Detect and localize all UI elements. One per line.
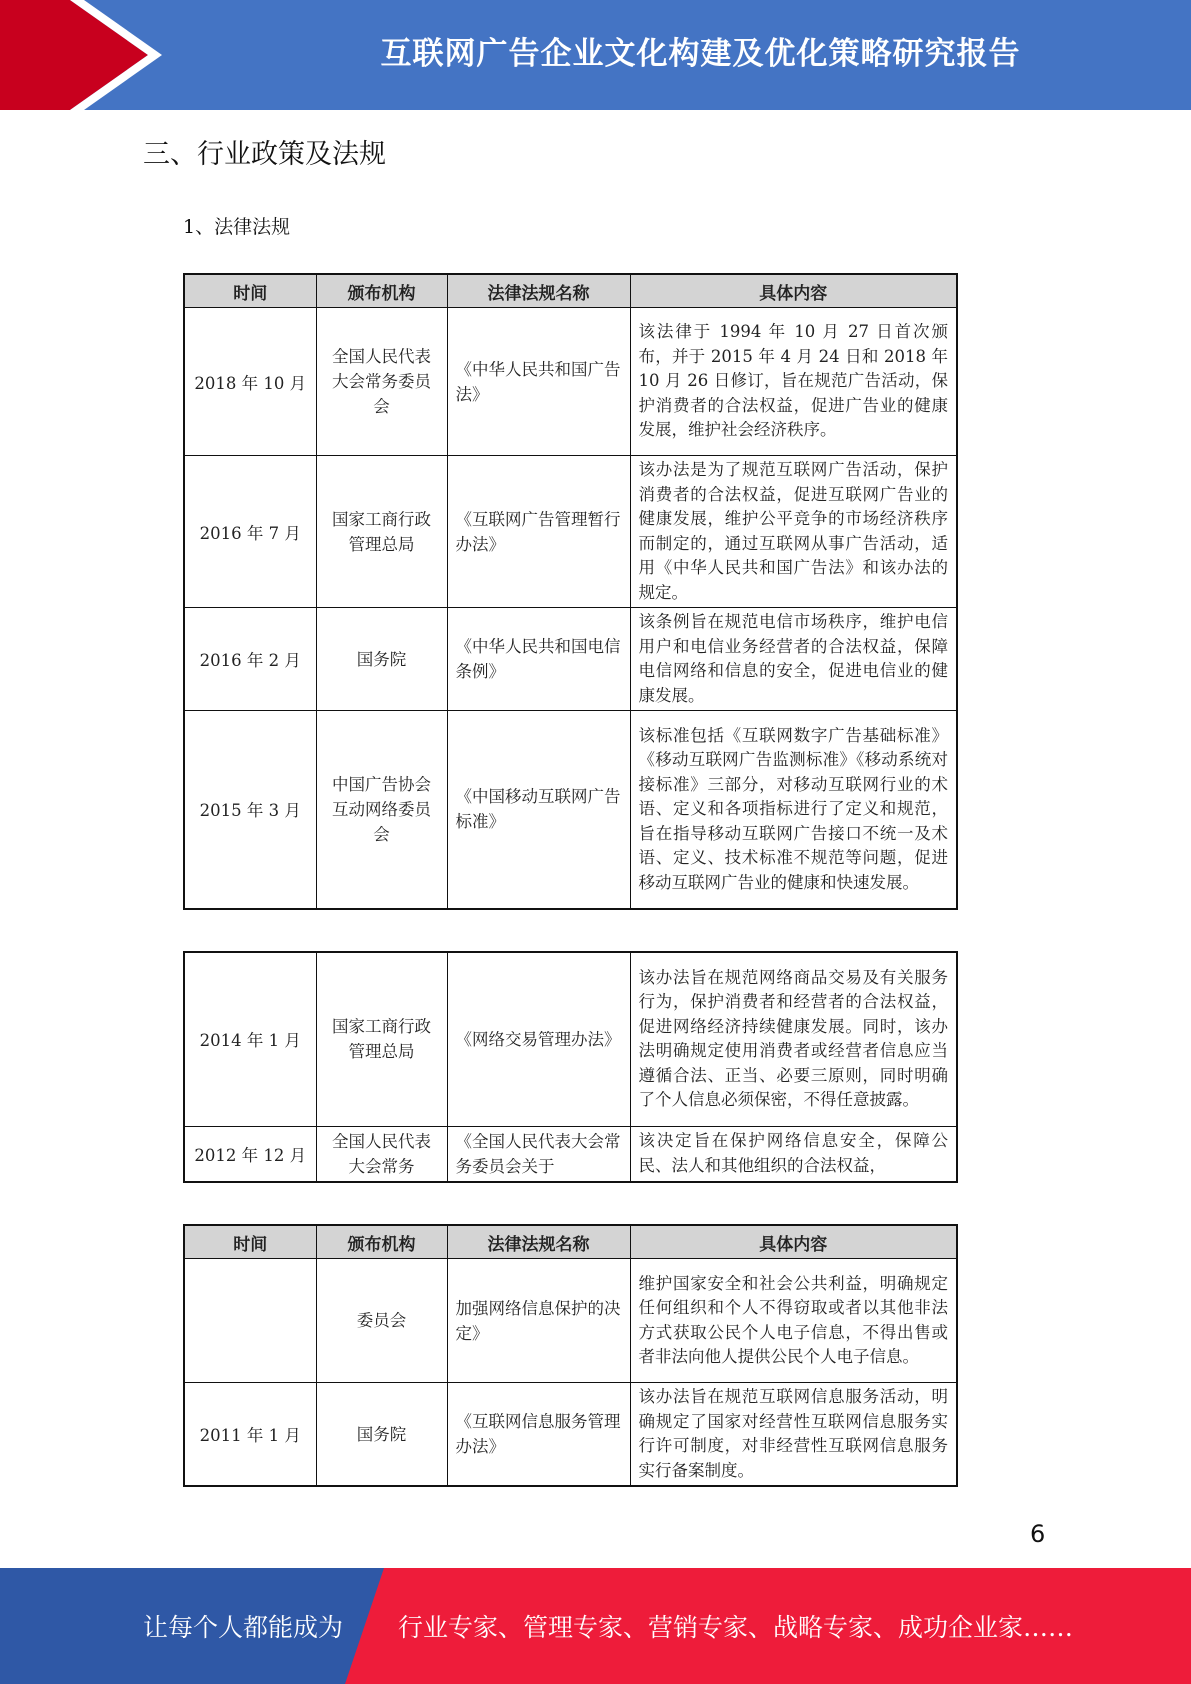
cell-content: 该办法旨在规范网络商品交易及有关服务行为，保护消费者和经营者的合法权益，促进网络经济持续健康发展。同时，该办法明确规定使用消费者或经营者信息应当遵循合法、正当、必要三原则，同时明确了个人信息必须保密，不得任意披露。 [630,952,957,1126]
header-time: 时间 [184,274,316,308]
table-row [184,952,957,1126]
table-row [184,1383,957,1487]
cell-time: 2014 年 1 月 [184,952,316,1126]
cell-org: 国家工商行政管理总局 [316,456,447,608]
cell-content: 该条例旨在规范电信市场秩序，维护电信用户和电信业务经营者的合法权益，保障电信网络和信息的安全，促进电信业的健康发展。 [630,608,957,711]
page-number: 6 [1030,1520,1046,1548]
cell-content: 该办法旨在规范互联网信息服务活动，明确规定了国家对经营性互联网信息服务实行许可制度，对非经营性互联网信息服务实行备案制度。 [630,1383,957,1487]
table-row [184,608,957,711]
header-org: 颁布机构 [316,274,447,308]
cell-content: 该决定旨在保护网络信息安全，保障公民、法人和其他组织的合法权益， [630,1126,957,1182]
cell-content: 该法律于 1994 年 10 月 27 日首次颁布，并于 2015 年 4 月 24 日和 2018 年 10 月 26 日修订，旨在规范广告活动，保护消费者的合法权益，促进广告业的健康发展，维护社会经济秩序。 [630,308,957,456]
cell-time [184,1259,316,1383]
table-row [184,308,957,456]
header-content: 具体内容 [630,1225,957,1259]
header-banner [0,0,1191,110]
cell-law-name: 《互联网信息服务管理办法》 [447,1383,630,1487]
cell-time: 2018 年 10 月 [184,308,316,456]
law-table-3 [183,1224,958,1487]
footer-banner [0,1568,1191,1684]
footer-slogan-right: 行业专家、管理专家、营销专家、战略专家、成功企业家…… [398,1613,1074,1642]
cell-law-name: 《互联网广告管理暂行办法》 [447,456,630,608]
cell-time: 2015 年 3 月 [184,711,316,909]
cell-org: 委员会 [316,1259,447,1383]
table-header-row [184,274,957,308]
table-row [184,711,957,909]
section-title: 三、行业政策及法规 [143,139,386,170]
header-content: 具体内容 [630,274,957,308]
cell-content: 维护国家安全和社会公共利益，明确规定任何组织和个人不得窃取或者以其他非法方式获取公民个人电子信息，不得出售或者非法向他人提供公民个人电子信息。 [630,1259,957,1383]
cell-law-name: 加强网络信息保护的决定》 [447,1259,630,1383]
header-time: 时间 [184,1225,316,1259]
cell-time: 2016 年 7 月 [184,456,316,608]
table-row [184,1259,957,1383]
cell-org: 国务院 [316,608,447,711]
cell-law-name: 《中华人民共和国广告法》 [447,308,630,456]
header-law-name: 法律法规名称 [447,1225,630,1259]
cell-law-name: 《中国移动互联网广告标准》 [447,711,630,909]
table-row [184,1126,957,1182]
cell-time: 2011 年 1 月 [184,1383,316,1487]
cell-law-name: 《网络交易管理办法》 [447,952,630,1126]
header-org: 颁布机构 [316,1225,447,1259]
cell-law-name: 《全国人民代表大会常务委员会关于 [447,1126,630,1182]
cell-org: 国务院 [316,1383,447,1487]
cell-time: 2012 年 12 月 [184,1126,316,1182]
law-table-2 [183,951,958,1183]
cell-org: 中国广告协会互动网络委员会 [316,711,447,909]
table-header-row [184,1225,957,1259]
cell-org: 国家工商行政管理总局 [316,952,447,1126]
law-table-1 [183,273,958,910]
cell-law-name: 《中华人民共和国电信条例》 [447,608,630,711]
footer-slogan-left: 让每个人都能成为 [143,1613,344,1642]
cell-org: 全国人民代表大会常务 [316,1126,447,1182]
cell-content: 该办法是为了规范互联网广告活动，保护消费者的合法权益，促进互联网广告业的健康发展，维护公平竞争的市场经济秩序而制定的，通过互联网从事广告活动，适用《中华人民共和国广告法》和该办法的规定。 [630,456,957,608]
header-law-name: 法律法规名称 [447,274,630,308]
report-title: 互联网广告企业文化构建及优化策略研究报告 [380,36,1021,72]
cell-content: 该标准包括《互联网数字广告基础标准》《移动互联网广告监测标准》《移动系统对接标准》三部分，对移动互联网行业的术语、定义和各项指标进行了定义和规范，旨在指导移动互联网广告接口不统一及术语、定义、技术标准不规范等问题，促进移动互联网广告业的健康和快速发展。 [630,711,957,909]
cell-org: 全国人民代表大会常务委员会 [316,308,447,456]
cell-time: 2016 年 2 月 [184,608,316,711]
table-row [184,456,957,608]
subsection-title: 1、法律法规 [183,216,291,238]
